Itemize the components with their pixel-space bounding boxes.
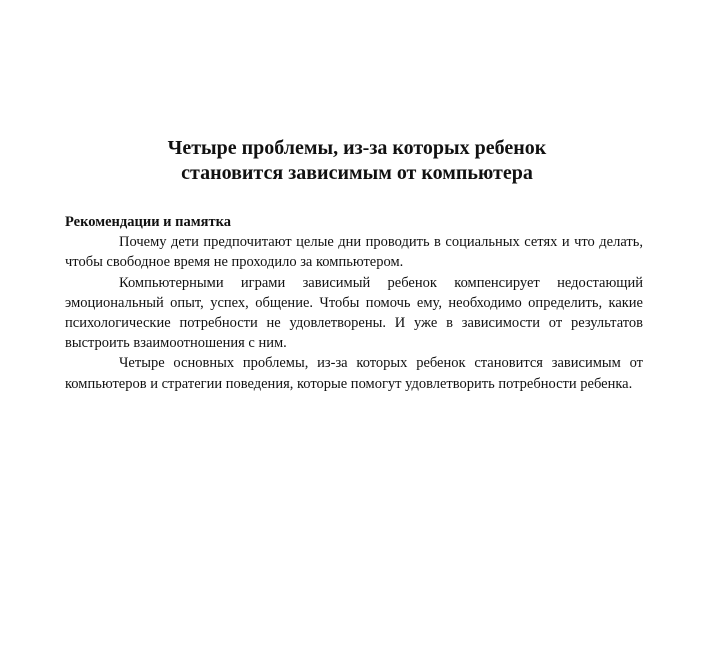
paragraph-1: Почему дети предпочитают целые дни проводить в социальных сетях и что делать, чтобы свободное время не проходило за компьютером.	[65, 234, 643, 271]
paragraph-2: Компьютерными играми зависимый ребенок компенсирует недостающий эмоциональный опыт, успех, общение. Чтобы помочь ему, необходимо определить, какие психологические потребности не удовлетворены. И уже в зависимости от результатов выстроить взаимоотношения с ним.	[65, 274, 643, 352]
subheading: Рекомендации и памятка	[65, 214, 231, 230]
document-title	[60, 136, 654, 186]
title-line-1: Четыре проблемы, из-за которых ребенок	[167, 137, 547, 159]
document-body	[65, 212, 643, 394]
title-line-2: становится зависимым от компьютера	[181, 162, 533, 184]
paragraph-3: Четыре основных проблемы, из-за которых ребенок становится зависимым от компьютеров и стратегии поведения, которые помогут удовлетворить потребности ребенка.	[65, 355, 643, 392]
